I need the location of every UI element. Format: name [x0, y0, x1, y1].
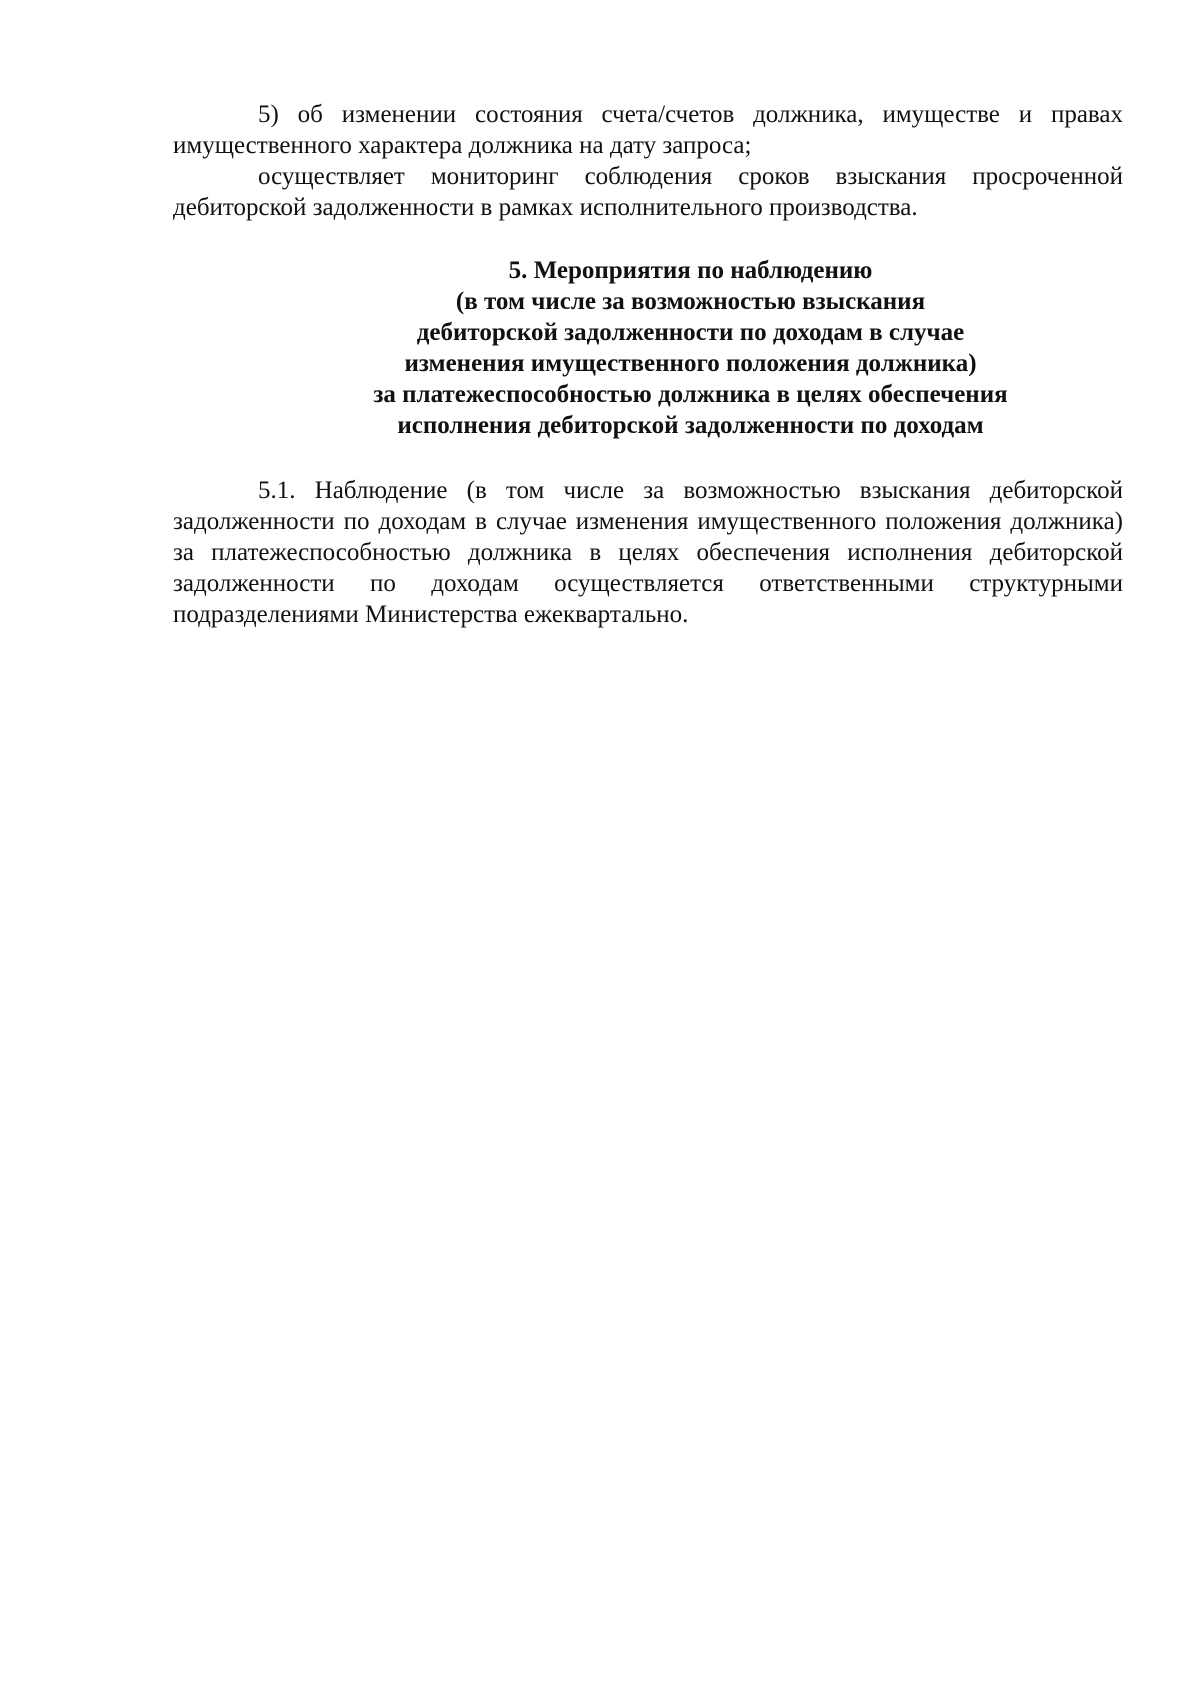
section-heading-line: изменения имущественного положения должника): [404, 350, 977, 377]
section-heading: [258, 255, 1123, 441]
paragraph-5-1: 5.1. Наблюдение (в том числе за возможностью взыскания дебиторской задолженности по доходам в случае изменения имущественного положения должника) за платежеспособностью должника в целях обеспечения исполнения дебиторской задолженности по доходам осуществляется ответственными структурными подразделениями Министерства ежеквартально.: [173, 477, 1123, 628]
paragraph-monitoring: осуществляет мониторинг соблюдения сроков взыскания просроченной дебиторской задолженности в рамках исполнительного производства.: [173, 163, 1123, 221]
section-heading-line: исполнения дебиторской задолженности по доходам: [397, 412, 984, 439]
section-heading-line: (в том числе за возможностью взыскания: [455, 288, 926, 315]
document-body: [173, 99, 1123, 630]
section-heading-line: 5. Мероприятия по наблюдению: [508, 257, 873, 284]
section-heading-line: за платежеспособностью должника в целях обеспечения: [373, 381, 1008, 408]
section-heading-line: дебиторской задолженности по доходам в случае: [416, 319, 965, 346]
paragraph-item-5: 5) об изменении состояния счета/счетов должника, имуществе и правах имущественного характера должника на дату запроса;: [173, 101, 1123, 159]
